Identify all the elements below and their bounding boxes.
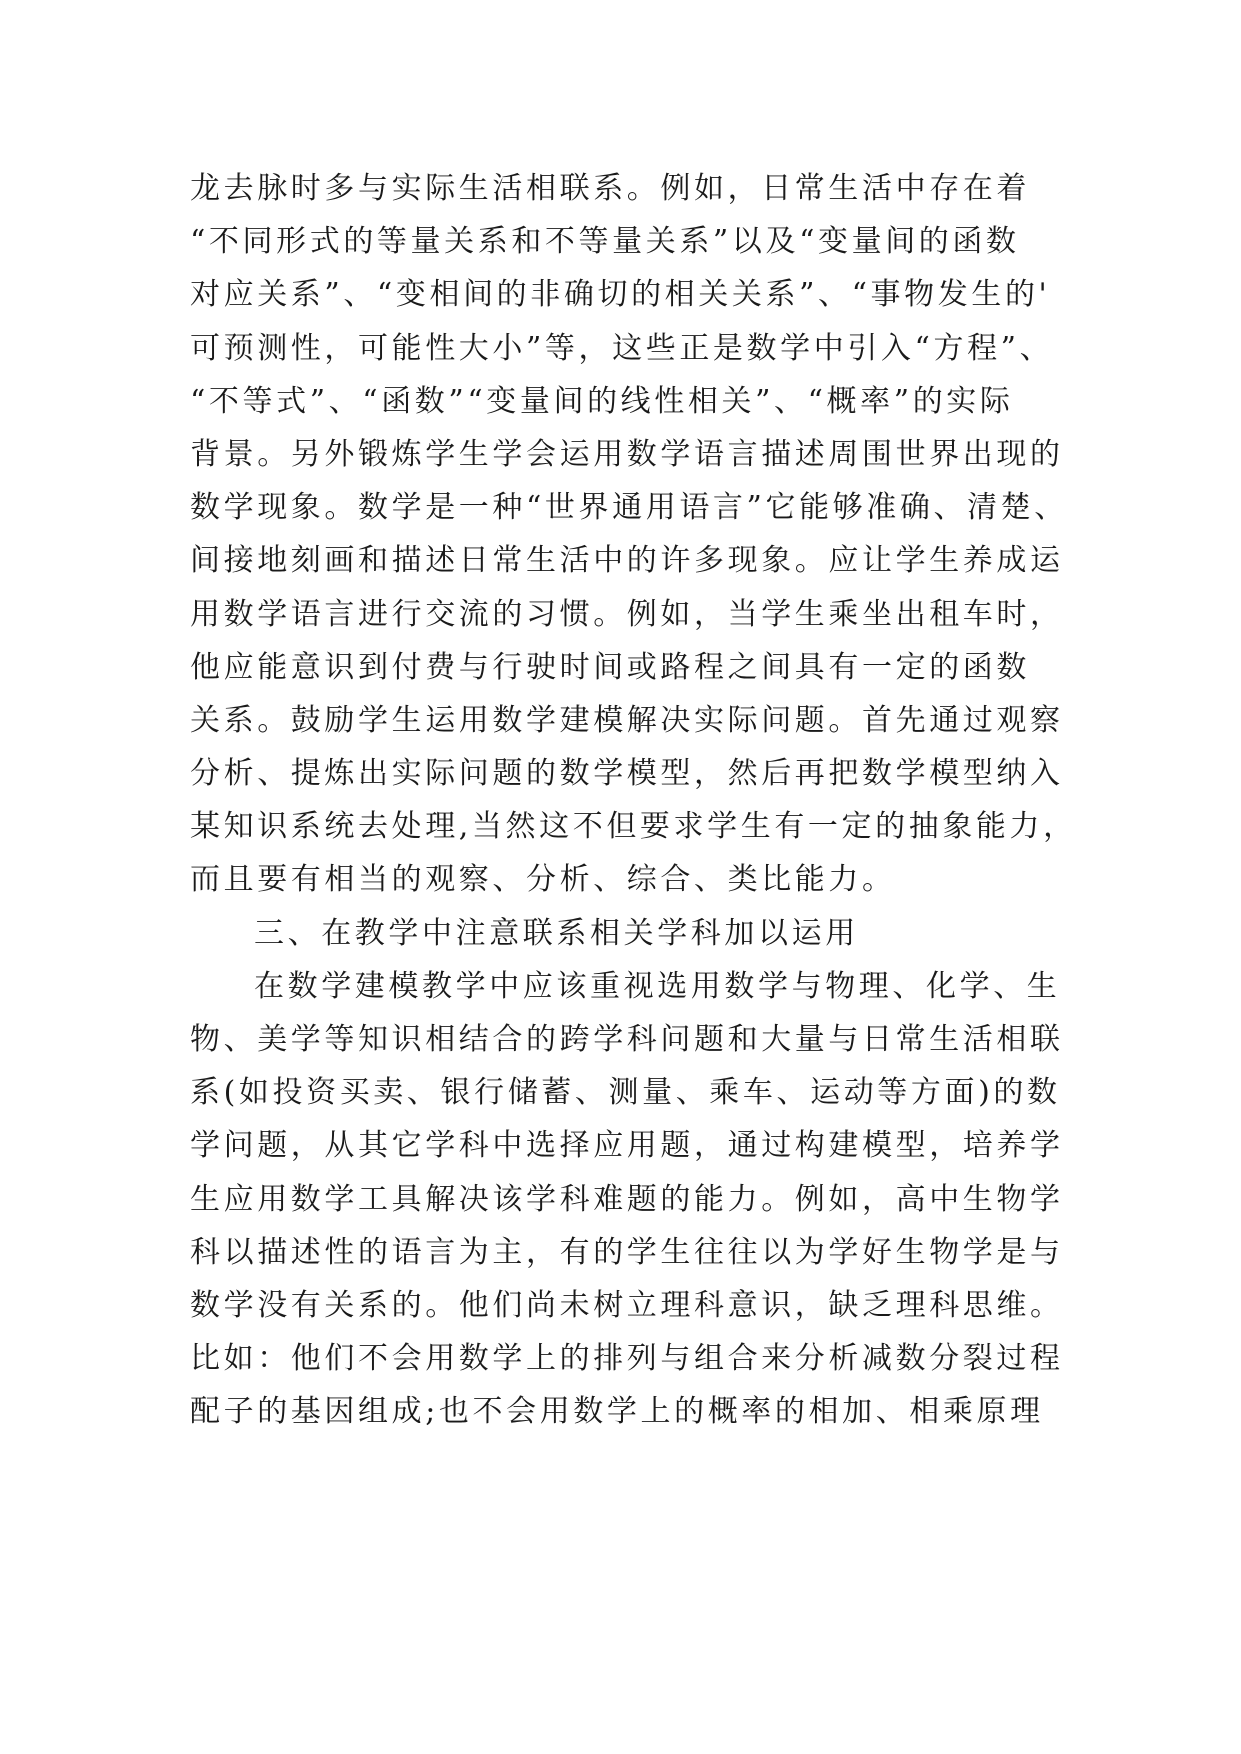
text-line: 学问题，从其它学科中选择应用题，通过构建模型，培养学 xyxy=(190,1128,1064,1164)
section-heading: 三、在教学中注意联系相关学科加以运用 xyxy=(254,915,859,951)
text-line: 龙去脉时多与实际生活相联系。例如，日常生活中存在着 xyxy=(190,171,1030,206)
text-line: 某知识系统去处理,当然这不但要求学生有一定的抽象能力， xyxy=(190,809,1077,845)
text-line: 对应关系”、“变相间的非确切的相关关系”、“事物发生的' xyxy=(190,277,1051,313)
text-line: 可预测性，可能性大小”等，这些正是数学中引入“方程”、 xyxy=(190,330,1054,366)
text-line: 配子的基因组成;也不会用数学上的概率的相加、相乘原理 xyxy=(190,1394,1044,1430)
text-line: 生应用数学工具解决该学科难题的能力。例如，高中生物学 xyxy=(190,1181,1064,1217)
text-line: “不同形式的等量关系和不等量关系”以及“变量间的函数 xyxy=(190,224,1020,260)
text-line: 分析、提炼出实际问题的数学模型，然后再把数学模型纳入 xyxy=(190,756,1064,792)
text-line: 物、美学等知识相结合的跨学科问题和大量与日常生活相联 xyxy=(190,1022,1064,1057)
text-line: 间接地刻画和描述日常生活中的许多现象。应让学生养成运 xyxy=(190,543,1064,579)
paragraph-first-line: 在数学建模教学中应该重视选用数学与物理、化学、生 xyxy=(254,968,1061,1004)
text-line: 背景。另外锻炼学生学会运用数学语言描述周围世界出现的 xyxy=(190,436,1064,472)
text-line: 数学没有关系的。他们尚未树立理科意识，缺乏理科思维。 xyxy=(190,1287,1064,1323)
text-line: 系(如投资买卖、银行储蓄、测量、乘车、运动等方面)的数 xyxy=(190,1075,1061,1111)
body-text xyxy=(190,162,1077,1439)
text-line: 关系。鼓励学生运用数学建模解决实际问题。首先通过观察 xyxy=(190,702,1064,738)
text-line: 用数学语言进行交流的习惯。例如，当学生乘坐出租车时， xyxy=(190,596,1064,632)
text-line: 数学现象。数学是一种“世界通用语言”它能够准确、清楚、 xyxy=(190,490,1068,526)
text-line: 他应能意识到付费与行驶时间或路程之间具有一定的函数 xyxy=(190,649,1030,685)
text-line: 科以描述性的语言为主，有的学生往往以为学好生物学是与 xyxy=(190,1234,1064,1270)
text-line: 而且要有相当的观察、分析、综合、类比能力。 xyxy=(190,862,896,898)
text-line: “不等式”、“函数”“变量间的线性相关”、“概率”的实际 xyxy=(190,383,1014,419)
text-line: 比如：他们不会用数学上的排列与组合来分析减数分裂过程 xyxy=(190,1341,1064,1377)
